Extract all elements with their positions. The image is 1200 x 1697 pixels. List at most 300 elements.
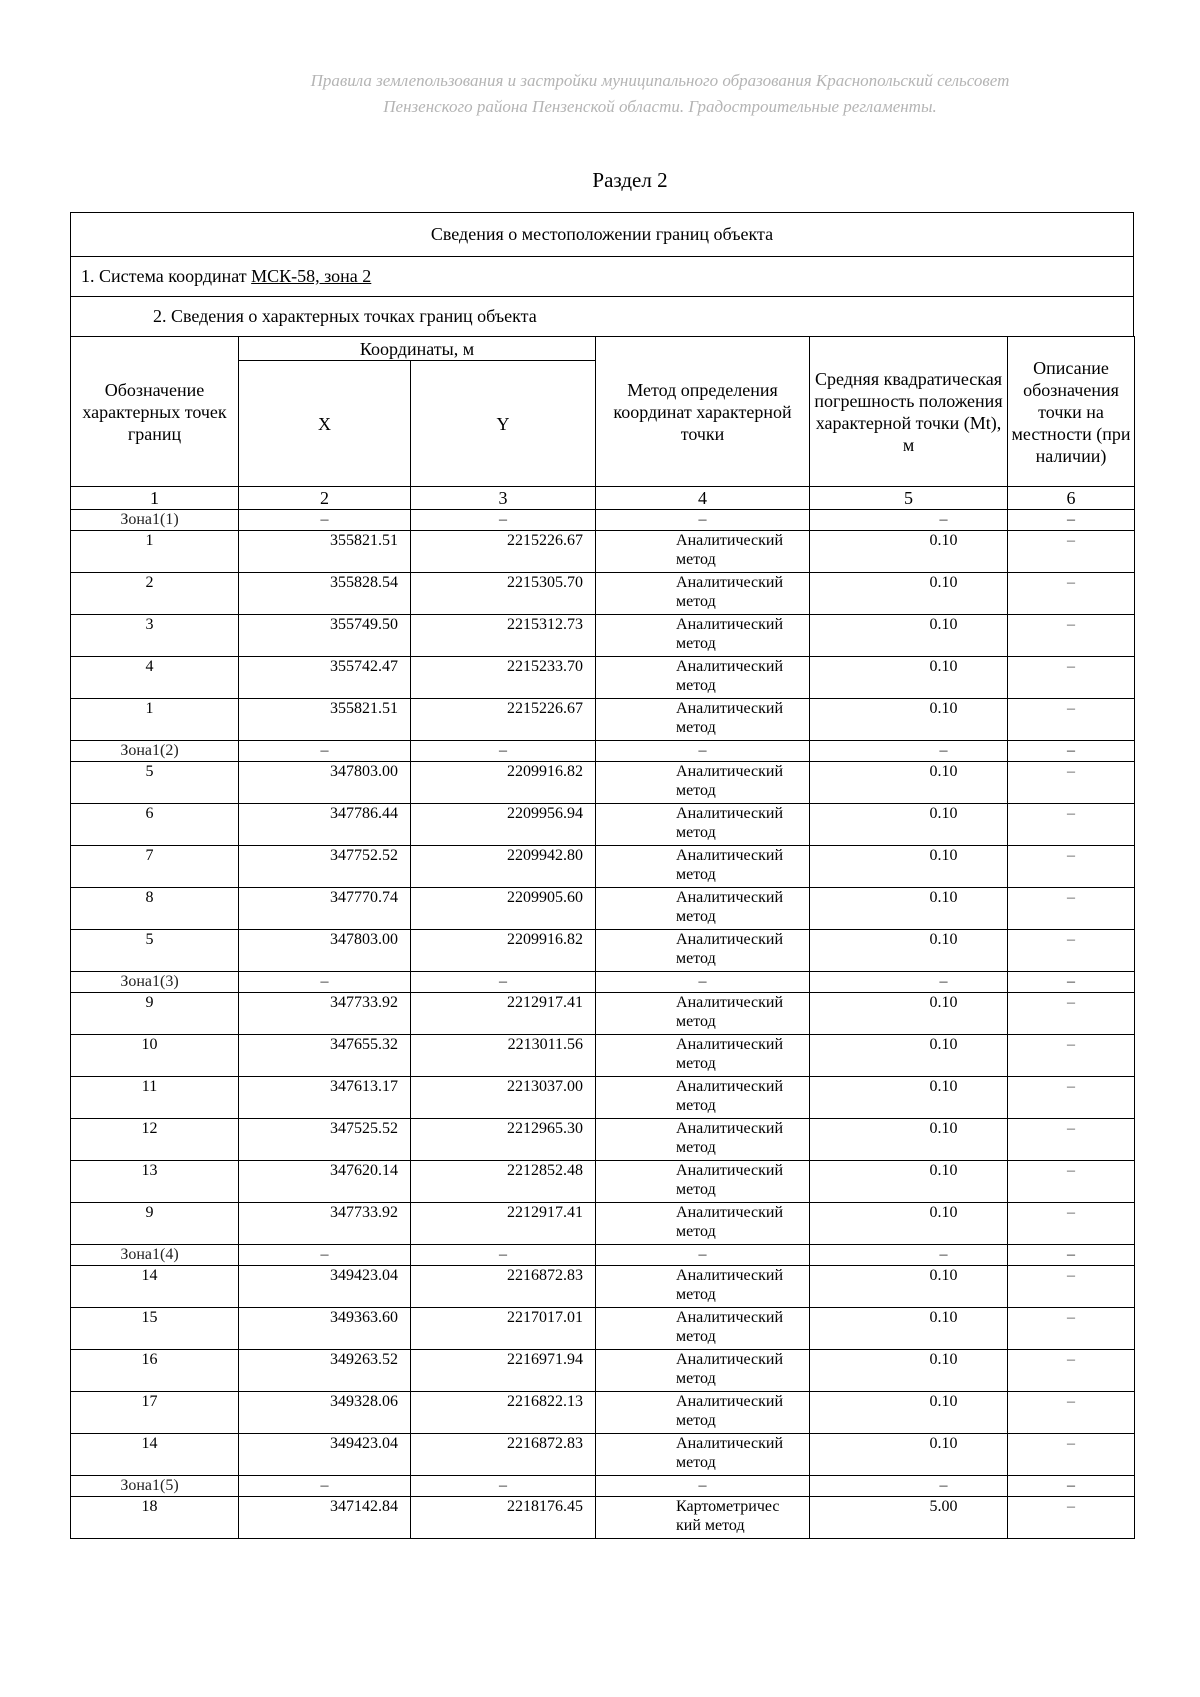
point-method	[596, 1392, 810, 1434]
table-row	[71, 699, 1135, 741]
dash-cell: –	[411, 510, 596, 531]
point-method	[596, 1077, 810, 1119]
method-line-1: Аналитический	[676, 805, 784, 822]
col-number-3: 3	[411, 487, 596, 510]
point-number-text: 15	[141, 1309, 158, 1326]
dash-cell: –	[1008, 510, 1135, 531]
method-text	[676, 1077, 800, 1115]
point-number	[71, 1434, 239, 1476]
method-line-1: Аналитический	[676, 847, 784, 864]
point-x: 347786.44	[239, 804, 411, 846]
point-number-text: 4	[145, 658, 154, 675]
zone-label	[71, 1245, 239, 1266]
point-number	[71, 657, 239, 699]
point-x: 347655.32	[239, 1035, 411, 1077]
col-description-header: Описание обозначения точки на местности (при наличии)	[1008, 337, 1135, 487]
point-description: –	[1008, 1266, 1135, 1308]
col-coordinates-header: Координаты, м	[239, 337, 596, 361]
method-line-2: метод	[676, 1370, 716, 1387]
point-number	[71, 1266, 239, 1308]
point-x: 355821.51	[239, 531, 411, 573]
method-line-2: метод	[676, 782, 716, 799]
zone-label-text: Зона1(4)	[120, 1246, 179, 1263]
point-x: 355742.47	[239, 657, 411, 699]
point-description: –	[1008, 762, 1135, 804]
point-x: 349328.06	[239, 1392, 411, 1434]
point-y: 2217017.01	[411, 1308, 596, 1350]
method-line-2: метод	[676, 824, 716, 841]
point-error-text: 5.00	[929, 1498, 958, 1515]
point-error	[810, 1392, 1008, 1434]
method-text	[676, 531, 800, 569]
header-line-2: Пензенского района Пензенской области. Градостроительные регламенты.	[383, 97, 937, 116]
point-description: –	[1008, 993, 1135, 1035]
method-text	[676, 615, 800, 653]
table-row	[71, 1308, 1135, 1350]
method-text	[676, 657, 800, 695]
method-line-1: Аналитический	[676, 1036, 784, 1053]
table-row	[71, 1350, 1135, 1392]
point-number-text: 18	[141, 1498, 158, 1515]
point-number-text: 10	[141, 1036, 158, 1053]
method-text	[676, 1392, 800, 1430]
method-text	[676, 1119, 800, 1157]
point-x: 347613.17	[239, 1077, 411, 1119]
point-number	[71, 846, 239, 888]
frame-title: Сведения о местоположении границ объекта	[71, 213, 1133, 257]
dash-cell	[810, 741, 1008, 762]
point-error	[810, 762, 1008, 804]
point-x: 347803.00	[239, 762, 411, 804]
point-error	[810, 1077, 1008, 1119]
method-line-2: кий метод	[676, 1517, 745, 1534]
coordinate-system-line	[71, 257, 1133, 297]
point-y: 2215305.70	[411, 573, 596, 615]
point-description: –	[1008, 1035, 1135, 1077]
method-line-1: Аналитический	[676, 1309, 784, 1326]
point-method	[596, 1308, 810, 1350]
dash-cell: –	[596, 510, 810, 531]
dash-cell: –	[411, 741, 596, 762]
col-number-4: 4	[596, 487, 810, 510]
point-error-text: 0.10	[929, 1204, 958, 1221]
method-line-2: метод	[676, 1454, 716, 1471]
method-text	[676, 1308, 800, 1346]
point-error-text: 0.10	[929, 847, 958, 864]
dash-cell: –	[1008, 1476, 1135, 1497]
table-row	[71, 1434, 1135, 1476]
point-error-text: 0.10	[929, 994, 958, 1011]
method-line-2: метод	[676, 908, 716, 925]
dash-cell: –	[1008, 741, 1135, 762]
point-number-text: 14	[141, 1267, 158, 1284]
zone-row	[71, 741, 1135, 762]
point-number	[71, 804, 239, 846]
point-number-text: 5	[145, 931, 154, 948]
point-number-text: 1	[145, 532, 154, 549]
method-text	[676, 1497, 800, 1535]
dash-cell: –	[239, 972, 411, 993]
point-error	[810, 1308, 1008, 1350]
point-error-text: 0.10	[929, 616, 958, 633]
zone-row	[71, 1245, 1135, 1266]
table-row	[71, 615, 1135, 657]
point-error	[810, 993, 1008, 1035]
point-y: 2215226.67	[411, 699, 596, 741]
point-method	[596, 1161, 810, 1203]
point-number	[71, 1077, 239, 1119]
point-y: 2215226.67	[411, 531, 596, 573]
point-error-text: 0.10	[929, 1162, 958, 1179]
zone-label-text: Зона1(3)	[120, 973, 179, 990]
point-description: –	[1008, 573, 1135, 615]
point-number-text: 9	[145, 1204, 154, 1221]
zone-label	[71, 972, 239, 993]
method-line-1: Аналитический	[676, 889, 784, 906]
point-number	[71, 1392, 239, 1434]
point-x: 347142.84	[239, 1497, 411, 1539]
col-designation-header: Обозначение характерных точек границ	[71, 337, 239, 487]
point-description: –	[1008, 531, 1135, 573]
zone-row	[71, 1476, 1135, 1497]
point-x: 347752.52	[239, 846, 411, 888]
zone-row	[71, 510, 1135, 531]
method-line-2: метод	[676, 719, 716, 736]
table-row	[71, 888, 1135, 930]
dash-cell: –	[411, 1476, 596, 1497]
point-error	[810, 1434, 1008, 1476]
coordinate-system-prefix: 1. Система координат	[81, 266, 252, 286]
point-description: –	[1008, 1203, 1135, 1245]
point-method	[596, 1434, 810, 1476]
dash-cell: –	[1008, 972, 1135, 993]
point-x: 355828.54	[239, 573, 411, 615]
point-error	[810, 1350, 1008, 1392]
zone-label-text: Зона1(5)	[120, 1477, 179, 1494]
point-method	[596, 993, 810, 1035]
point-error	[810, 1035, 1008, 1077]
point-method	[596, 930, 810, 972]
point-error-text: 0.10	[929, 1309, 958, 1326]
point-x: 347733.92	[239, 1203, 411, 1245]
point-number	[71, 1161, 239, 1203]
table-row	[71, 930, 1135, 972]
method-text	[676, 804, 800, 842]
point-error	[810, 1497, 1008, 1539]
method-text	[676, 1266, 800, 1304]
point-number-text: 5	[145, 763, 154, 780]
point-error	[810, 804, 1008, 846]
point-description: –	[1008, 804, 1135, 846]
table-body	[71, 510, 1135, 1539]
point-description: –	[1008, 699, 1135, 741]
method-line-2: метод	[676, 593, 716, 610]
point-error-text: 0.10	[929, 1036, 958, 1053]
point-description: –	[1008, 1077, 1135, 1119]
zone-row	[71, 972, 1135, 993]
point-error-text: 0.10	[929, 1351, 958, 1368]
point-error	[810, 1119, 1008, 1161]
method-text	[676, 1161, 800, 1199]
point-error	[810, 699, 1008, 741]
point-y: 2212965.30	[411, 1119, 596, 1161]
method-text	[676, 762, 800, 800]
point-number-text: 3	[145, 616, 154, 633]
point-description: –	[1008, 1434, 1135, 1476]
point-number-text: 9	[145, 994, 154, 1011]
point-error-text: 0.10	[929, 805, 958, 822]
point-y: 2212852.48	[411, 1161, 596, 1203]
dash-cell: –	[596, 1476, 810, 1497]
method-line-2: метод	[676, 950, 716, 967]
method-line-2: метод	[676, 1412, 716, 1429]
method-line-2: метод	[676, 866, 716, 883]
point-description: –	[1008, 657, 1135, 699]
point-error-text: 0.10	[929, 658, 958, 675]
dash-cell: –	[239, 741, 411, 762]
method-line-2: метод	[676, 1286, 716, 1303]
table-row	[71, 573, 1135, 615]
point-error-text: 0.10	[929, 700, 958, 717]
point-number	[71, 762, 239, 804]
point-error-text: 0.10	[929, 763, 958, 780]
point-error	[810, 573, 1008, 615]
point-description: –	[1008, 930, 1135, 972]
table-row	[71, 1497, 1135, 1539]
col-number-6: 6	[1008, 487, 1135, 510]
method-line-1: Аналитический	[676, 1204, 784, 1221]
point-method	[596, 1119, 810, 1161]
point-number-text: 16	[141, 1351, 158, 1368]
point-x: 355821.51	[239, 699, 411, 741]
method-text	[676, 1035, 800, 1073]
point-number-text: 6	[145, 805, 154, 822]
point-method	[596, 1203, 810, 1245]
point-x: 347733.92	[239, 993, 411, 1035]
method-line-1: Аналитический	[676, 616, 784, 633]
point-x: 349423.04	[239, 1266, 411, 1308]
dash-text: –	[939, 742, 948, 759]
point-y: 2216872.83	[411, 1434, 596, 1476]
point-y: 2212917.41	[411, 993, 596, 1035]
point-y: 2209956.94	[411, 804, 596, 846]
point-y: 2209916.82	[411, 762, 596, 804]
point-number	[71, 993, 239, 1035]
point-method	[596, 1035, 810, 1077]
table-row	[71, 1392, 1135, 1434]
point-description: –	[1008, 846, 1135, 888]
point-error-text: 0.10	[929, 532, 958, 549]
method-line-1: Аналитический	[676, 1267, 784, 1284]
point-method	[596, 531, 810, 573]
point-error	[810, 615, 1008, 657]
method-text	[676, 1350, 800, 1388]
dash-cell: –	[411, 1245, 596, 1266]
dash-cell	[810, 510, 1008, 531]
point-y: 2216872.83	[411, 1266, 596, 1308]
method-line-1: Аналитический	[676, 532, 784, 549]
dash-text: –	[939, 973, 948, 990]
table-row	[71, 762, 1135, 804]
dash-cell	[810, 972, 1008, 993]
point-number	[71, 930, 239, 972]
point-method	[596, 762, 810, 804]
point-x: 347770.74	[239, 888, 411, 930]
method-text	[676, 930, 800, 968]
method-line-2: метод	[676, 1013, 716, 1030]
dash-text: –	[939, 1477, 948, 1494]
method-line-2: метод	[676, 551, 716, 568]
table-row	[71, 1035, 1135, 1077]
point-error-text: 0.10	[929, 1078, 958, 1095]
point-y: 2213011.56	[411, 1035, 596, 1077]
point-method	[596, 1350, 810, 1392]
point-error	[810, 1266, 1008, 1308]
point-y: 2209942.80	[411, 846, 596, 888]
point-number	[71, 888, 239, 930]
col-error-header: Средняя квадратическая погрешность положения характерной точки (Mt), м	[810, 337, 1008, 487]
point-x: 349363.60	[239, 1308, 411, 1350]
point-description: –	[1008, 1392, 1135, 1434]
point-error-text: 0.10	[929, 1120, 958, 1137]
point-number	[71, 1203, 239, 1245]
col-x-header: X	[239, 361, 411, 487]
section-title: Раздел 2	[592, 168, 668, 192]
method-line-2: метод	[676, 635, 716, 652]
dash-cell: –	[239, 1245, 411, 1266]
method-line-1: Картометричес	[676, 1498, 780, 1515]
point-error-text: 0.10	[929, 1435, 958, 1452]
point-y: 2215233.70	[411, 657, 596, 699]
dash-cell	[810, 1245, 1008, 1266]
zone-label-text: Зона1(2)	[120, 742, 179, 759]
method-line-2: метод	[676, 1181, 716, 1198]
col-number-5: 5	[810, 487, 1008, 510]
point-number-text: 8	[145, 889, 154, 906]
method-line-1: Аналитический	[676, 1351, 784, 1368]
point-description: –	[1008, 615, 1135, 657]
point-method	[596, 888, 810, 930]
dash-cell: –	[1008, 1245, 1135, 1266]
point-y: 2216971.94	[411, 1350, 596, 1392]
point-method	[596, 657, 810, 699]
point-y: 2215312.73	[411, 615, 596, 657]
coordinate-system-value: МСК-58, зона 2	[251, 266, 372, 286]
point-description: –	[1008, 1161, 1135, 1203]
method-line-2: метод	[676, 1223, 716, 1240]
point-x: 347525.52	[239, 1119, 411, 1161]
point-number-text: 2	[145, 574, 154, 591]
point-number	[71, 1119, 239, 1161]
method-text	[676, 573, 800, 611]
point-number-text: 17	[141, 1393, 158, 1410]
dash-cell: –	[596, 1245, 810, 1266]
point-method	[596, 573, 810, 615]
point-x: 347620.14	[239, 1161, 411, 1203]
point-error-text: 0.10	[929, 931, 958, 948]
point-number	[71, 1350, 239, 1392]
method-line-1: Аналитический	[676, 1435, 784, 1452]
method-line-1: Аналитический	[676, 931, 784, 948]
point-y: 2213037.00	[411, 1077, 596, 1119]
dash-cell	[810, 1476, 1008, 1497]
method-line-1: Аналитический	[676, 1078, 784, 1095]
point-method	[596, 1497, 810, 1539]
zone-label	[71, 741, 239, 762]
point-description: –	[1008, 888, 1135, 930]
method-line-2: метод	[676, 1097, 716, 1114]
method-line-1: Аналитический	[676, 763, 784, 780]
point-error	[810, 1203, 1008, 1245]
table-row	[71, 846, 1135, 888]
zone-label	[71, 510, 239, 531]
point-method	[596, 846, 810, 888]
method-line-1: Аналитический	[676, 700, 784, 717]
document-header	[240, 68, 1080, 120]
method-text	[676, 699, 800, 737]
point-y: 2216822.13	[411, 1392, 596, 1434]
point-number-text: 12	[141, 1120, 158, 1137]
point-method	[596, 615, 810, 657]
method-text	[676, 846, 800, 884]
point-number	[71, 531, 239, 573]
point-number	[71, 699, 239, 741]
point-number	[71, 615, 239, 657]
table-row	[71, 1266, 1135, 1308]
boundary-points-table	[70, 336, 1135, 1539]
point-error	[810, 846, 1008, 888]
table-row	[71, 1161, 1135, 1203]
table-row	[71, 657, 1135, 699]
method-line-2: метод	[676, 1055, 716, 1072]
points-section-title: 2. Сведения о характерных точках границ объекта	[153, 306, 537, 326]
point-method	[596, 804, 810, 846]
point-x: 349423.04	[239, 1434, 411, 1476]
point-y: 2209905.60	[411, 888, 596, 930]
point-method	[596, 699, 810, 741]
point-y: 2218176.45	[411, 1497, 596, 1539]
point-number-text: 14	[141, 1435, 158, 1452]
point-error-text: 0.10	[929, 1267, 958, 1284]
col-number-2: 2	[239, 487, 411, 510]
point-number	[71, 573, 239, 615]
method-text	[676, 1203, 800, 1241]
point-description: –	[1008, 1119, 1135, 1161]
point-number-text: 13	[141, 1162, 158, 1179]
point-method	[596, 1266, 810, 1308]
point-error-text: 0.10	[929, 889, 958, 906]
point-error-text: 0.10	[929, 1393, 958, 1410]
point-x: 349263.52	[239, 1350, 411, 1392]
point-x: 347803.00	[239, 930, 411, 972]
dash-text: –	[939, 1246, 948, 1263]
col-y-header: Y	[411, 361, 596, 487]
point-number-text: 1	[145, 700, 154, 717]
point-number	[71, 1497, 239, 1539]
point-description: –	[1008, 1350, 1135, 1392]
method-text	[676, 1434, 800, 1472]
point-number-text: 7	[145, 847, 154, 864]
method-line-2: метод	[676, 677, 716, 694]
table-row	[71, 1077, 1135, 1119]
header-line-1: Правила землепользования и застройки муниципального образования Краснопольский сельсовет	[310, 71, 1010, 90]
table-row	[71, 1119, 1135, 1161]
table-row	[71, 531, 1135, 573]
point-number-text: 11	[141, 1078, 158, 1095]
col-number-1: 1	[71, 487, 239, 510]
point-number	[71, 1035, 239, 1077]
method-text	[676, 888, 800, 926]
